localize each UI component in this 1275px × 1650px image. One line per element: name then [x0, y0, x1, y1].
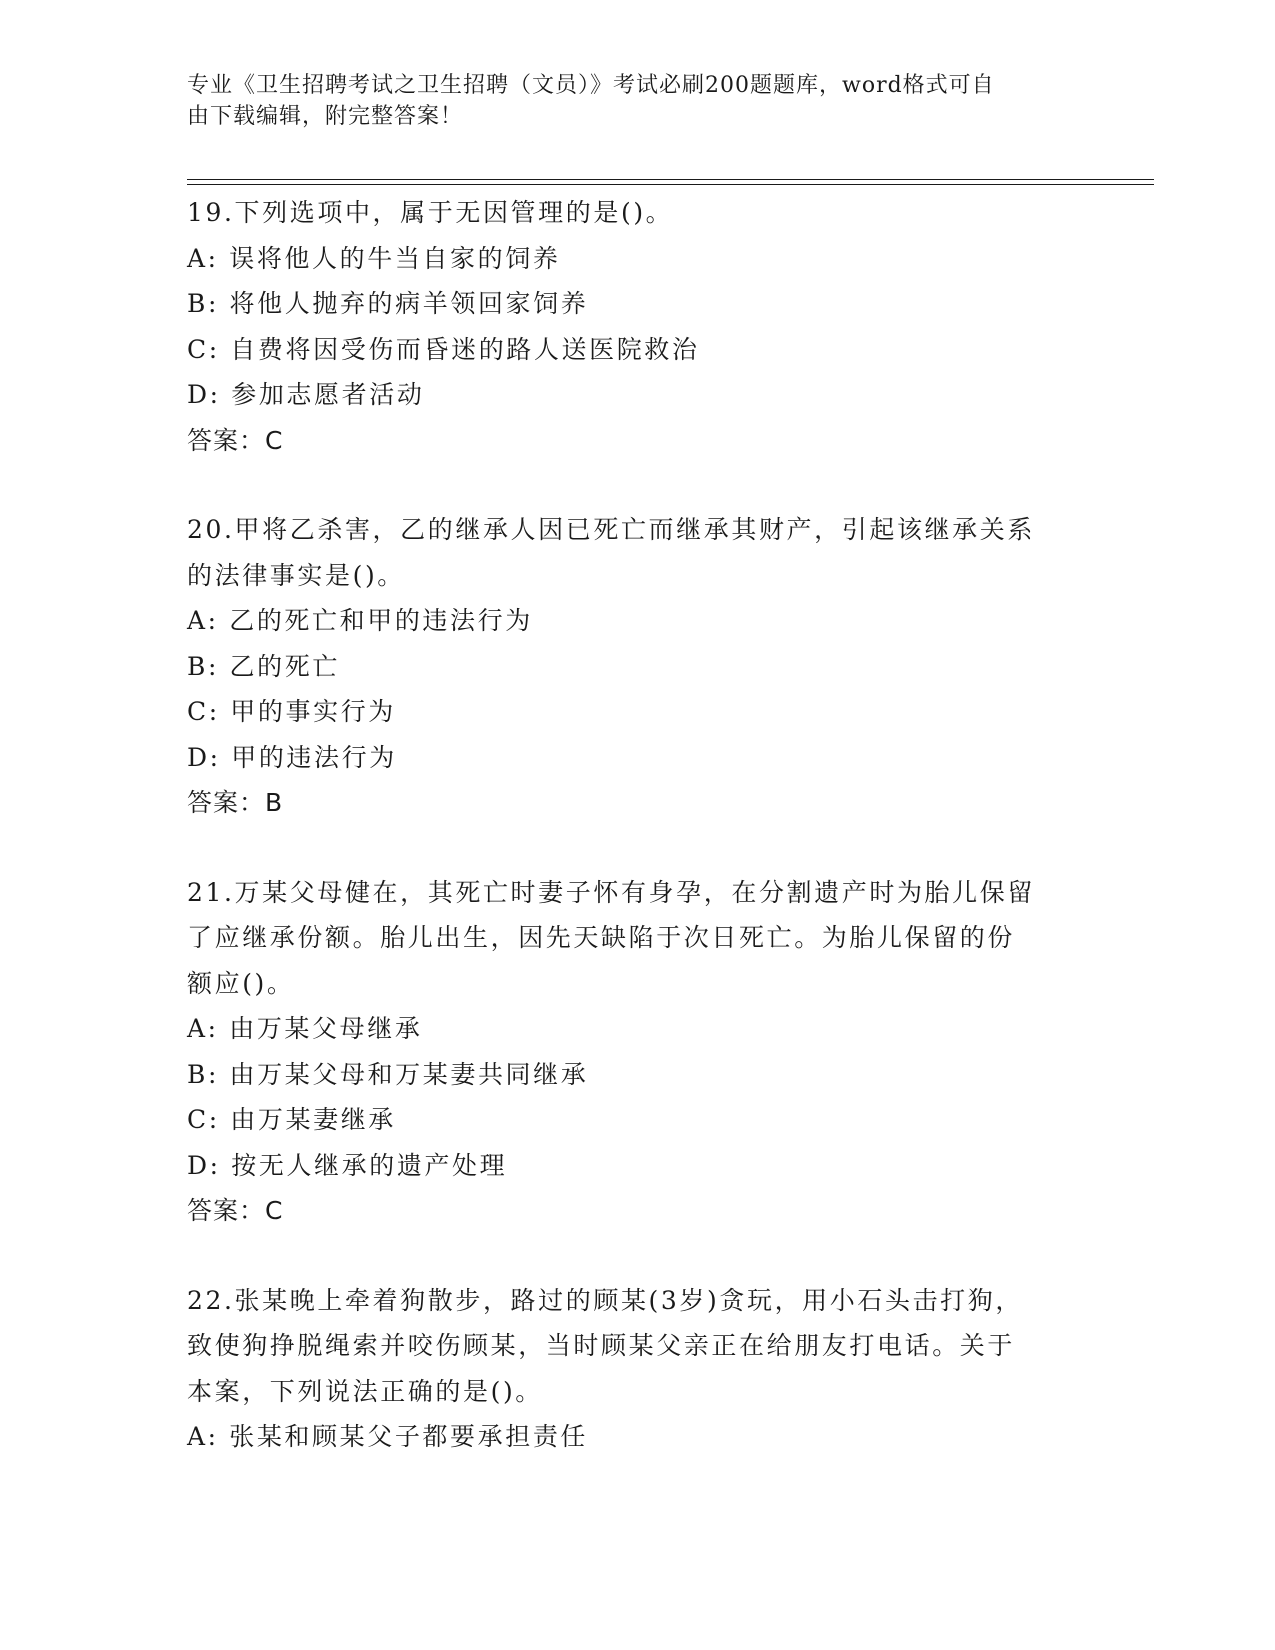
header-line-1: 专业《卫生招聘考试之卫生招聘（文员）》考试必刷200题题库，word格式可自: [187, 73, 995, 98]
option-d: D: 甲的违法行为: [187, 742, 397, 772]
option-c: C: 自费将因受伤而昏迷的路人送医院救治: [187, 334, 700, 364]
question-list: [187, 190, 1087, 1504]
header-line-2: 由下载编辑，附完整答案！: [187, 104, 464, 129]
header-divider-top: [187, 179, 1154, 180]
question-stem: 了应继承份额。胎儿出生，因先天缺陷于次日死亡。为胎儿保留的份: [187, 923, 1016, 952]
question-19: [187, 190, 1087, 463]
question-stem: 的法律事实是()。: [187, 560, 405, 590]
option-a: A: 张某和顾某父子都要承担责任: [187, 1422, 589, 1451]
question-stem: 22.张某晚上牵着狗散步，路过的顾某(3岁)贪玩，用小石头击打狗，: [187, 1285, 1023, 1315]
question-stem: 本案，下列说法正确的是()。: [187, 1376, 543, 1406]
question-21: [187, 870, 1087, 1234]
header-divider-bottom: [187, 184, 1154, 185]
option-a: A: 由万某父母继承: [187, 1014, 423, 1043]
question-stem: 致使狗挣脱绳索并咬伤顾某，当时顾某父亲正在给朋友打电话。关于: [187, 1331, 1016, 1360]
option-b: B: 将他人抛弃的病羊领回家饲养: [187, 289, 589, 318]
answer-label: 答案：C: [187, 425, 284, 455]
answer-label: 答案：B: [187, 788, 284, 817]
option-c: C: 甲的事实行为: [187, 697, 396, 726]
question-stem: 19.下列选项中，属于无因管理的是()。: [187, 198, 674, 227]
option-d: D: 参加志愿者活动: [187, 380, 425, 409]
document-header: [187, 70, 1067, 132]
question-22: [187, 1278, 1087, 1460]
option-c: C: 由万某妻继承: [187, 1105, 396, 1134]
question-20: [187, 507, 1087, 826]
option-b: B: 由万某父母和万某妻共同继承: [187, 1059, 589, 1089]
option-a: A: 乙的死亡和甲的违法行为: [187, 606, 533, 635]
option-b: B: 乙的死亡: [187, 651, 340, 681]
question-stem: 20.甲将乙杀害，乙的继承人因已死亡而继承其财产，引起该继承关系: [187, 515, 1035, 544]
option-a: A: 误将他人的牛当自家的饲养: [187, 243, 561, 273]
question-stem: 额应()。: [187, 968, 295, 998]
answer-label: 答案：C: [187, 1196, 284, 1225]
question-stem: 21.万某父母健在，其死亡时妻子怀有身孕，在分割遗产时为胎儿保留: [187, 877, 1035, 907]
option-d: D: 按无人继承的遗产处理: [187, 1150, 508, 1180]
